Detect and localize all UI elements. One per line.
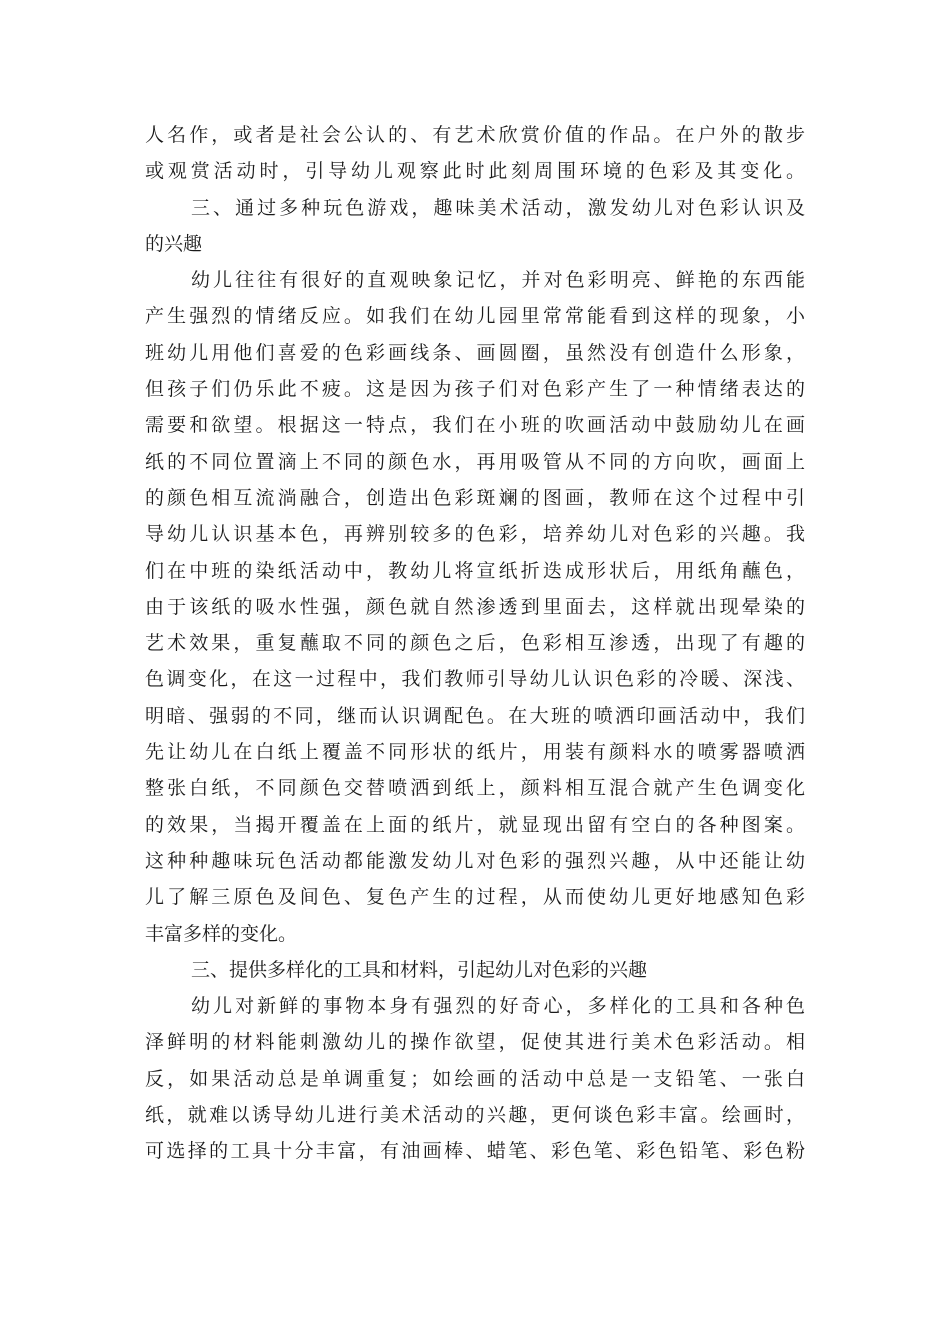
text-line: 三、提供多样化的工具和材料，引起幼儿对色彩的兴趣 [191, 958, 648, 981]
text-line: 但孩子们仍乐此不疲。这是因为孩子们对色彩产生了一种情绪表达的 [145, 378, 805, 401]
text-line: 导幼儿认识基本色，再辨别较多的色彩，培养幼儿对色彩的兴趣。我 [145, 523, 805, 546]
text-line: 们在中班的染纸活动中，教幼儿将宣纸折迭成形状后，用纸角蘸色， [145, 559, 805, 582]
text-line: 丰富多样的变化。 [145, 922, 298, 945]
text-line: 由于该纸的吸水性强，颜色就自然渗透到里面去，这样就出现晕染的 [145, 595, 805, 618]
text-line: 产生强烈的情绪反应。如我们在幼儿园里常常能看到这样的现象，小 [145, 305, 805, 328]
text-line: 色调变化，在这一过程中，我们教师引导幼儿认识色彩的冷暖、深浅、 [145, 668, 805, 691]
text-line: 的兴趣 [145, 232, 203, 255]
text-line: 这种种趣味玩色活动都能激发幼儿对色彩的强烈兴趣，从中还能让幼 [145, 849, 805, 872]
document-body [145, 117, 805, 1170]
text-line: 明暗、强弱的不同，继而认识调配色。在大班的喷洒印画活动中，我们 [145, 704, 805, 727]
text-line: 整张白纸，不同颜色交替喷洒到纸上，颜料相互混合就产生色调变化 [145, 777, 805, 800]
text-line: 儿了解三原色及间色、复色产生的过程，从而使幼儿更好地感知色彩 [145, 886, 805, 909]
text-line: 艺术效果，重复蘸取不同的颜色之后，色彩相互渗透，出现了有趣的 [145, 632, 805, 655]
text-line: 或观赏活动时，引导幼儿观察此时此刻周围环境的色彩及其变化。 [145, 160, 805, 183]
text-line: 班幼儿用他们喜爱的色彩画线条、画圆圈，虽然没有创造什么形象， [145, 341, 805, 364]
text-line: 可选择的工具十分丰富，有油画棒、蜡笔、彩色笔、彩色铅笔、彩色粉 [145, 1140, 805, 1163]
text-line: 的颜色相互流淌融合，创造出色彩斑斓的图画，教师在这个过程中引 [145, 486, 805, 509]
text-line: 幼儿往往有很好的直观映象记忆，并对色彩明亮、鲜艳的东西能 [191, 269, 805, 292]
text-line: 泽鲜明的材料能刺激幼儿的操作欲望，促使其进行美术色彩活动。相 [145, 1031, 805, 1054]
text-line: 纸，就难以诱导幼儿进行美术活动的兴趣，更何谈色彩丰富。绘画时， [145, 1104, 805, 1127]
text-line: 三、通过多种玩色游戏，趣味美术活动，激发幼儿对色彩认识及 [191, 196, 805, 219]
text-line: 幼儿对新鲜的事物本身有强烈的好奇心，多样化的工具和各种色 [191, 995, 805, 1018]
text-line: 纸的不同位置滴上不同的颜色水，再用吸管从不同的方向吹，画面上 [145, 450, 805, 473]
text-line: 先让幼儿在白纸上覆盖不同形状的纸片，用装有颜料水的喷雾器喷洒 [145, 741, 805, 764]
text-line: 的效果，当揭开覆盖在上面的纸片，就显现出留有空白的各种图案。 [145, 813, 805, 836]
text-line: 反，如果活动总是单调重复；如绘画的活动中总是一支铅笔、一张白 [145, 1067, 805, 1090]
text-line: 人名作，或者是社会公认的、有艺术欣赏价值的作品。在户外的散步 [145, 124, 805, 146]
text-line: 需要和欲望。根据这一特点，我们在小班的吹画活动中鼓励幼儿在画 [145, 414, 805, 437]
